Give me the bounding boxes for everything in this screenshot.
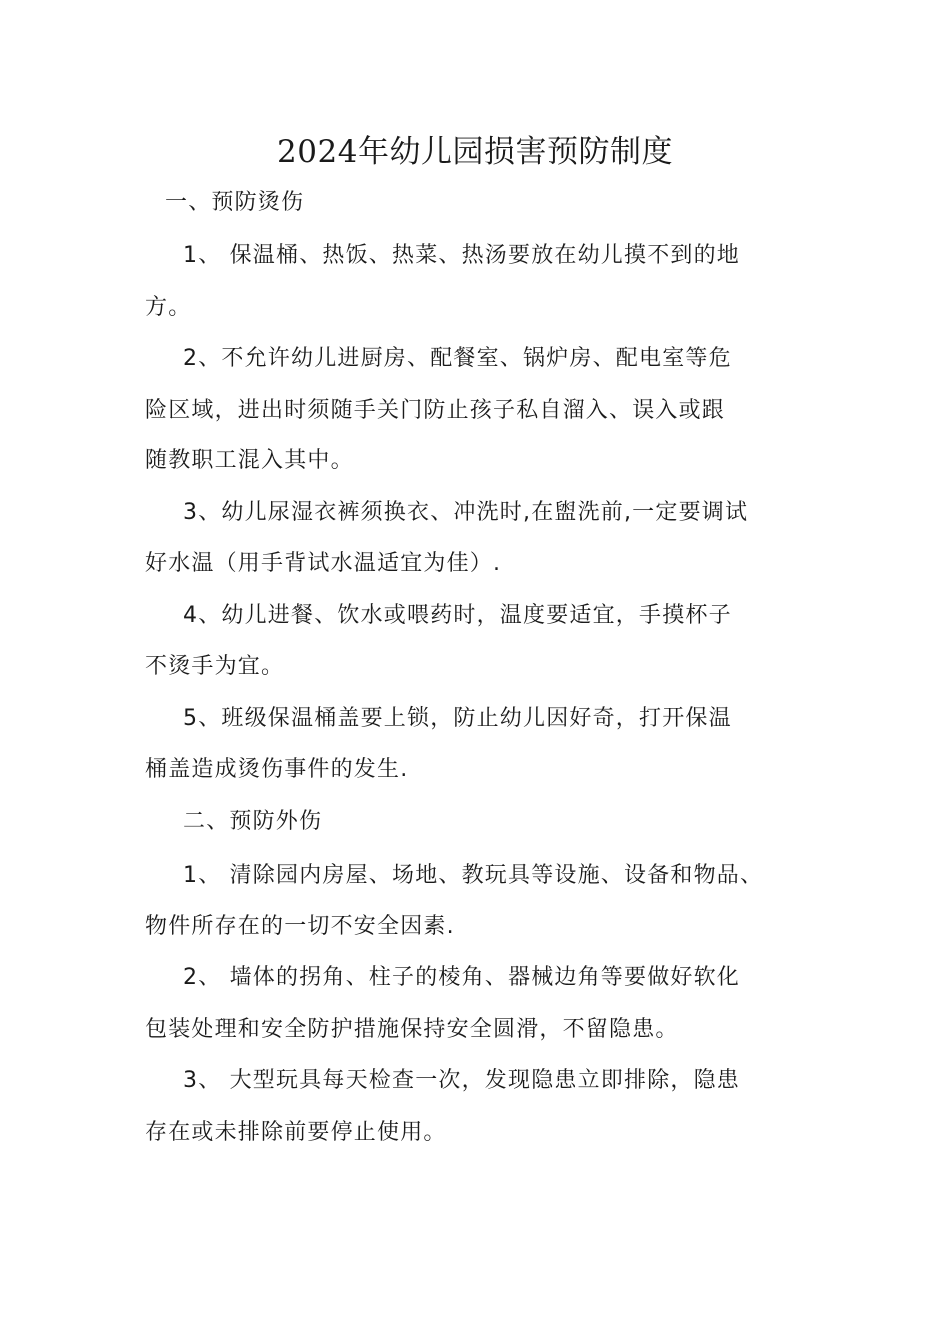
section-heading-burn-prevention: 一、预防烫伤 — [165, 190, 305, 215]
paragraph-line: 险区域，进出时须随手关门防止孩子私自溜入、误入或跟 — [145, 398, 726, 423]
paragraph-line: 1、 清除园内房屋、场地、教玩具等设施、设备和物品、 — [183, 863, 764, 888]
paragraph-line: 3、幼儿尿湿衣裤须换衣、冲洗时,在盥洗前,一定要调试 — [183, 500, 749, 525]
paragraph-line: 好水温（用手背试水温适宜为佳）. — [145, 551, 502, 576]
paragraph-line: 桶盖造成烫伤事件的发生. — [145, 757, 409, 782]
paragraph-line: 2、不允许幼儿进厨房、配餐室、锅炉房、配电室等危 — [183, 346, 732, 371]
document-title: 2024年幼儿园损害预防制度 — [277, 134, 673, 170]
paragraph-line: 不烫手为宜。 — [145, 654, 285, 679]
paragraph-line: 包装处理和安全防护措施保持安全圆滑，不留隐患。 — [145, 1017, 679, 1042]
section-heading-injury-prevention: 二、预防外伤 — [183, 809, 323, 834]
paragraph-line: 物件所存在的一切不安全因素. — [145, 914, 455, 939]
paragraph-line: 随教职工混入其中。 — [145, 448, 354, 473]
paragraph-line: 5、班级保温桶盖要上锁，防止幼儿因好奇，打开保温 — [183, 706, 732, 731]
paragraph-line: 存在或未排除前要停止使用。 — [145, 1120, 447, 1145]
paragraph-line: 4、幼儿进餐、饮水或喂药时，温度要适宜，手摸杯子 — [183, 603, 732, 628]
paragraph-line: 方。 — [145, 295, 192, 320]
paragraph-line: 1、 保温桶、热饭、热菜、热汤要放在幼儿摸不到的地 — [183, 243, 740, 268]
paragraph-line: 2、 墙体的拐角、柱子的棱角、器械边角等要做好软化 — [183, 965, 740, 990]
paragraph-line: 3、 大型玩具每天检查一次，发现隐患立即排除，隐患 — [183, 1068, 740, 1093]
